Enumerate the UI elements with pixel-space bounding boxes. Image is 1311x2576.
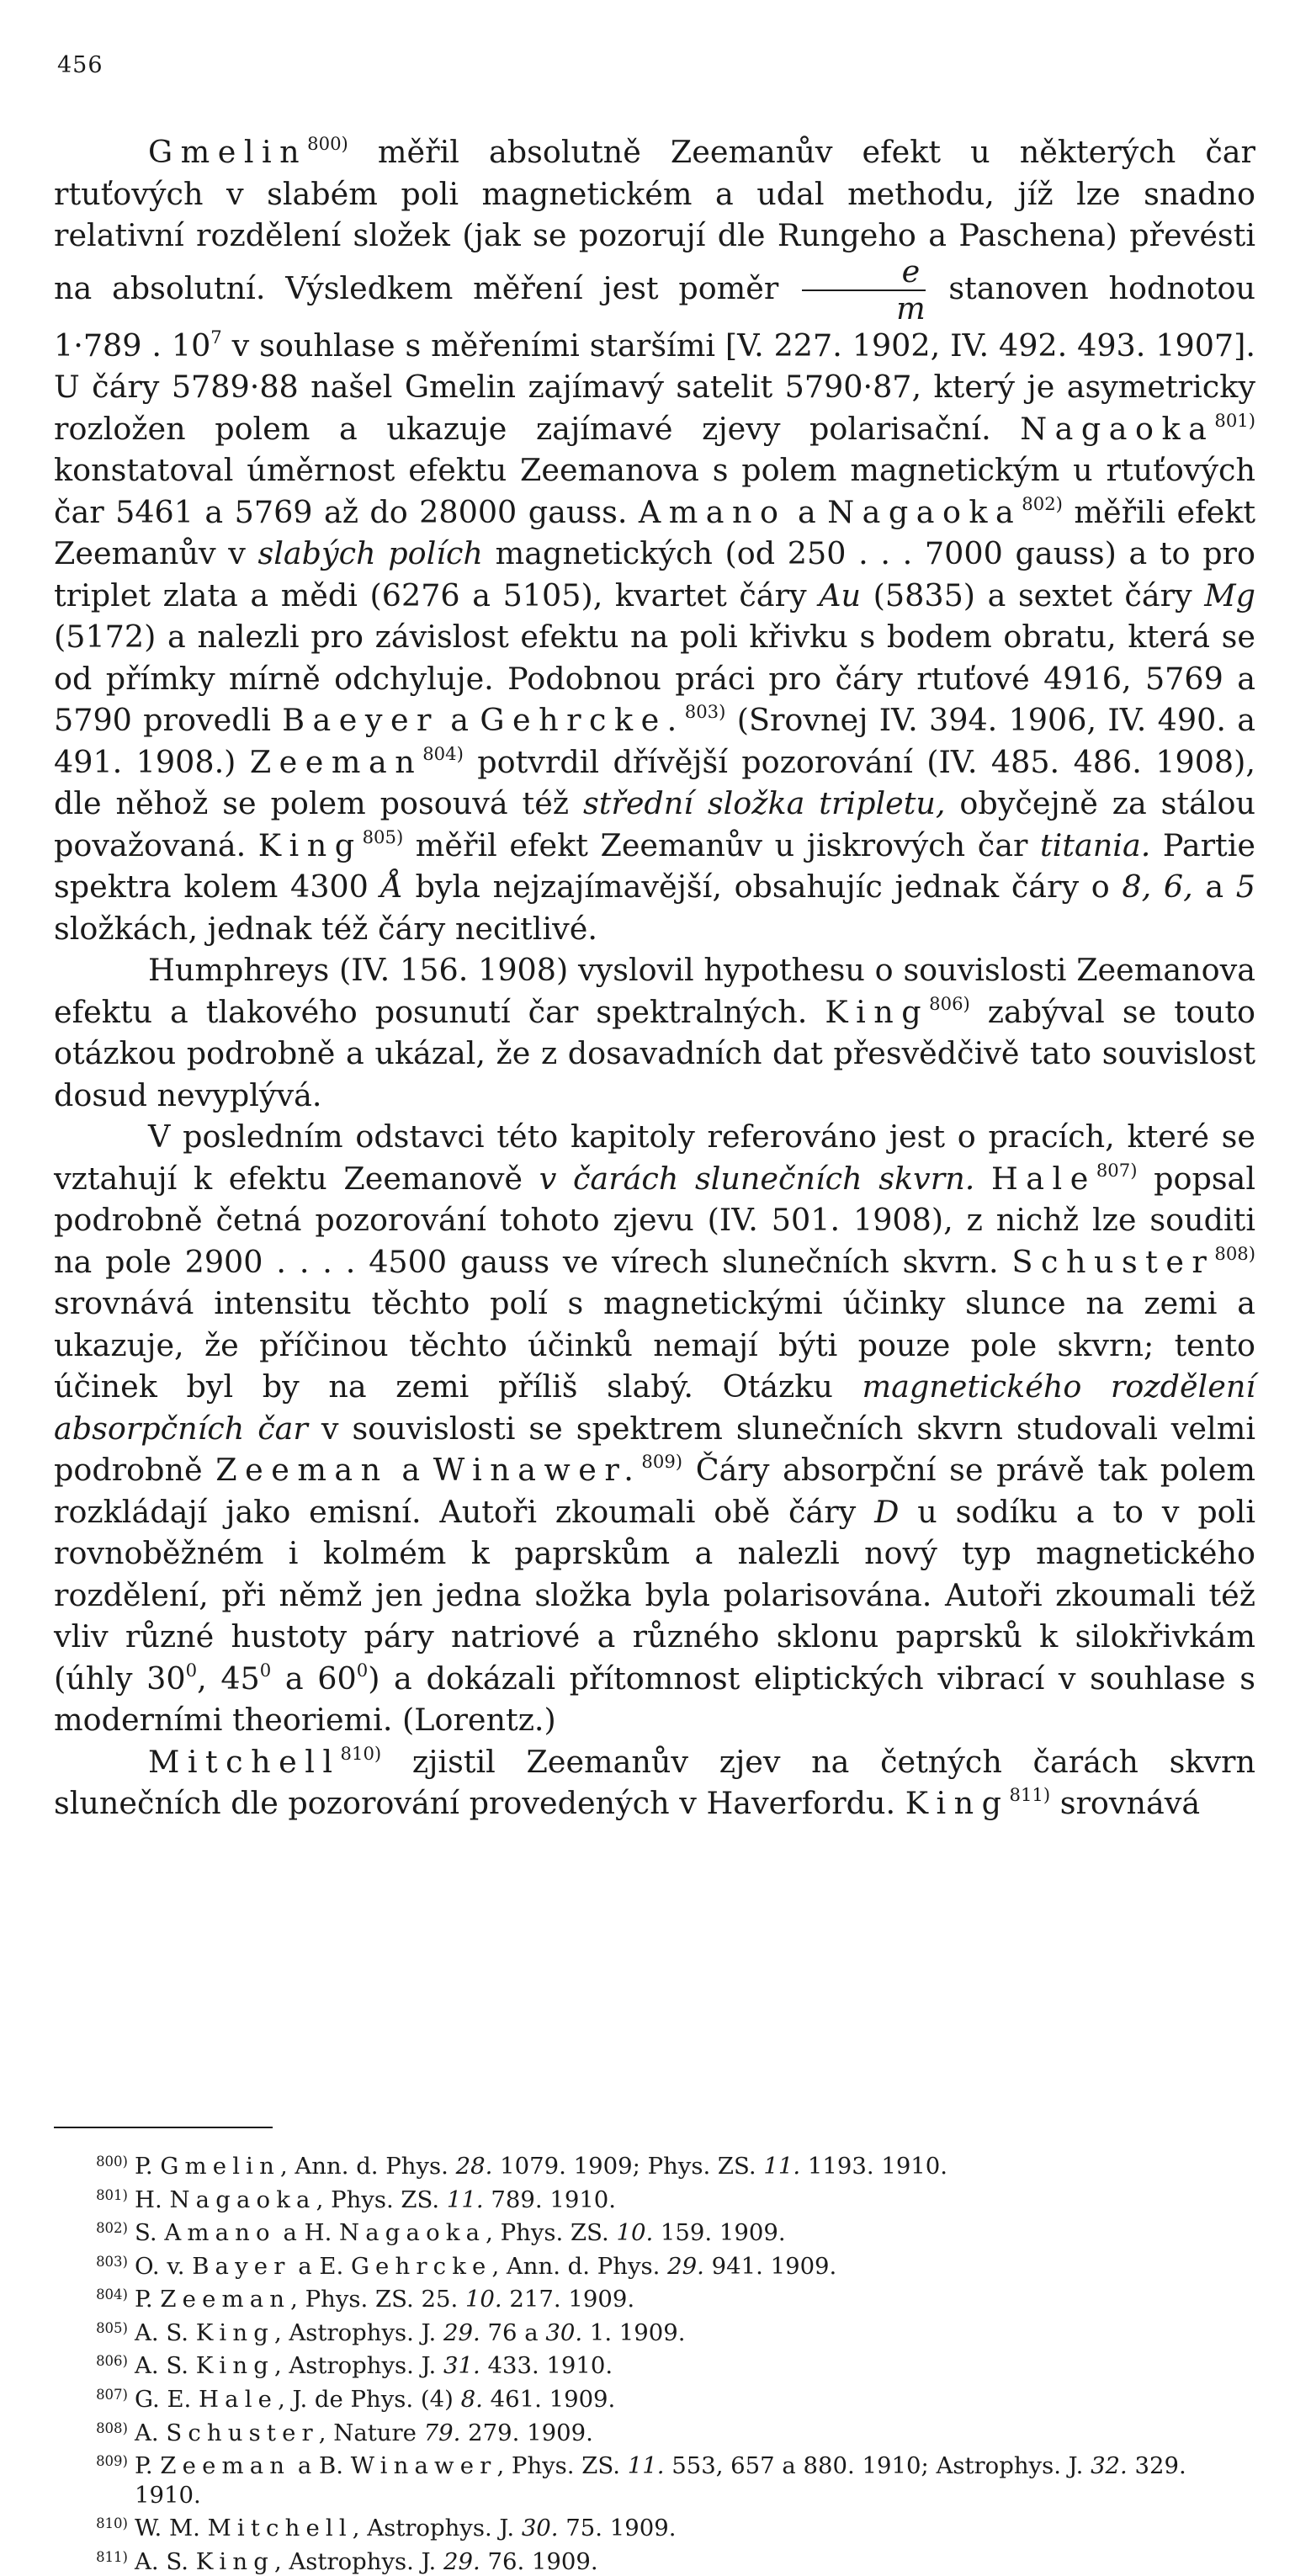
italic-text: 79.: [423, 2419, 461, 2446]
paragraph: [54, 1116, 1255, 1741]
text-run: u sodíku a to v poli rovnoběžném i kolmém k paprskům a nalezli nový typ magnetického rozdělení, při němž jen jedna složka byla polarisována. Autoři zkoumali též vliv různé hustoty páry natriové a různého sklonu paprsků k silokřivkám (úhly 30: [54, 1493, 1256, 1697]
spaced-name: King: [905, 1785, 1010, 1821]
italic-text: 10.: [616, 2219, 654, 2247]
text-run: v souhlase s měřeními staršími [V. 227. 1902, IV. 492. 493. 1907]. U čáry 5789·88 našel Gmelin zajímavý satelit 5790·87, který je asymetricky rozložen polem a ukazuje zajímavé zjevy polarisační.: [54, 327, 1255, 447]
footnote: [54, 2510, 1255, 2543]
spaced-name: Gehrcke.: [480, 702, 685, 738]
text-run: Čáry absorpční se právě tak polem rozkládají jako emisní. Autoři zkoumali obě čáry: [54, 1452, 1256, 1530]
italic-text: 29.: [667, 2252, 704, 2280]
footnote: [54, 2447, 1255, 2510]
spaced-name: King: [195, 2318, 274, 2346]
spaced-name: Amano: [638, 493, 787, 530]
text-run: , Phys. ZS.: [496, 2452, 628, 2480]
text-run: , Astrophys. J.: [352, 2515, 522, 2542]
text-run: , Astrophys. J.: [273, 2547, 443, 2575]
italic-text: 8, 6,: [1122, 868, 1193, 905]
paragraph: [54, 949, 1255, 1116]
footnote: [54, 2414, 1255, 2448]
text-run: byla nejzajímavější, obsahujíc jednak čáry o: [402, 868, 1123, 905]
superscript: 808): [1214, 1242, 1255, 1264]
footnote-number: 805): [96, 2319, 128, 2336]
text-run: G. E.: [135, 2386, 199, 2413]
italic-text: Å: [380, 868, 403, 905]
spaced-name: Amano: [164, 2219, 276, 2247]
spaced-name: Gmelin: [160, 2153, 280, 2180]
text-run: 789. 1910.: [483, 2186, 617, 2213]
footnote-number: 807): [96, 2386, 128, 2403]
text-run: P.: [135, 2153, 161, 2180]
text-run: srovnává: [1050, 1785, 1201, 1821]
text-run: a: [388, 1452, 433, 1488]
text-run: 1079. 1909; Phys. ZS.: [492, 2153, 764, 2180]
text-run: S.: [135, 2219, 165, 2247]
text-run: a H.: [275, 2219, 340, 2247]
text-run: potvrdil dřívější pozorování (IV. 485. 486. 1908), dle něhož se polem posouvá též: [54, 743, 1255, 821]
text-run: měřili efekt Zeemanův v: [54, 493, 1255, 571]
superscript: 802): [1022, 492, 1063, 514]
text-run: popsal podrobně četná pozorování tohoto zjevu (IV. 501. 1908), z nichž lze souditi na pole 2900 . . . . 4500 gauss ve vírech slunečních skvrn.: [54, 1160, 1255, 1280]
spaced-name: Zeeman: [215, 1452, 389, 1488]
italic-text: 30.: [545, 2318, 583, 2346]
footnote: [54, 2181, 1255, 2215]
italic-text: 11.: [763, 2153, 801, 2180]
text-run: 76 a: [480, 2318, 546, 2346]
text-run: 553, 657 a 880. 1910; Astrophys. J.: [664, 2452, 1091, 2480]
text-run: A.: [135, 2419, 167, 2446]
spaced-name: King: [257, 826, 363, 863]
text-run: , Astrophys. J.: [273, 2352, 443, 2380]
italic-text: 28.: [455, 2153, 493, 2180]
text-run: A. S.: [135, 2547, 196, 2575]
superscript: 810): [340, 1742, 382, 1764]
footnote: [54, 2148, 1255, 2181]
text-run: , Phys. ZS.: [316, 2186, 447, 2213]
footnote-divider: [54, 2127, 273, 2128]
footnote: [54, 2248, 1255, 2281]
spaced-name: Winawer.: [433, 1452, 642, 1488]
text-run: , Phys. ZS. 25.: [290, 2286, 465, 2313]
spaced-name: King: [825, 993, 930, 1030]
text-run: obyčejně za stálou považovaná.: [54, 785, 1255, 863]
text-run: 217. 1909.: [502, 2286, 635, 2313]
text-run: zjistil Zeemanův zjev na četných čarách skvrn slunečních dle pozorování provedených v Haverfordu.: [54, 1743, 1255, 1821]
text-run: a: [786, 493, 828, 530]
spaced-name: Zeeman: [160, 2452, 291, 2480]
spaced-name: King: [195, 2352, 274, 2380]
footnote: [54, 2543, 1255, 2576]
footnote: [54, 2214, 1255, 2248]
italic-text: Au: [819, 576, 862, 613]
superscript: 801): [1214, 409, 1255, 431]
text-run: V posledním odstavci této kapitoly referováno jest o pracích, které se vztahují k efektu Zeemanově: [54, 1118, 1255, 1197]
footnote: [54, 2314, 1255, 2348]
italic-text: 32.: [1091, 2452, 1128, 2480]
text-run: 279. 1909.: [460, 2419, 593, 2446]
superscript: 0: [259, 1659, 272, 1681]
footnote-number: 811): [96, 2548, 128, 2565]
text-run: (Srovnej IV. 394. 1906, IV. 490. a 491. 1908.): [54, 702, 1255, 780]
text-run: , Phys. ZS.: [486, 2219, 617, 2247]
footnote-number: 804): [96, 2287, 128, 2303]
text-run: zabýval se touto otázkou podrobně a ukázal, že z dosavadních dat přesvědčivě tato souvislost dosud nevyplývá.: [54, 993, 1255, 1113]
spaced-name: Gehrcke: [350, 2252, 492, 2280]
italic-text: Mg: [1204, 576, 1255, 613]
spaced-name: Nagaoka: [169, 2186, 316, 2213]
text-run: 461. 1909.: [482, 2386, 616, 2413]
text-run: konstatoval úměrnost efektu Zeemanova s polem magnetickým u rtuťových čar 5461 a 5769 až do 28000 gauss.: [54, 452, 1255, 530]
superscript: 804): [422, 742, 464, 764]
text-run: složkách, jednak též čáry necitlivé.: [54, 910, 597, 947]
spaced-name: Zeeman: [160, 2286, 291, 2313]
text-run: v souvislosti se spektrem slunečních skvrn studovali velmi podrobně: [54, 1410, 1255, 1488]
superscript: 800): [307, 132, 348, 154]
text-run: A. S.: [135, 2352, 196, 2380]
italic-text: 31.: [443, 2352, 480, 2380]
text-run: 159. 1909.: [653, 2219, 786, 2247]
spaced-name: Nagaoka: [1020, 410, 1215, 447]
italic-text: 10.: [464, 2286, 502, 2313]
text-run: měřil absolutně Zeemanův efekt u některých čar rtuťových v slabém poli magnetickém a udal methodu, jíž lze snadno relativní rozdělení složek (jak se pozorují dle Rungeho a Paschena) převésti na absolutní. Výsledkem měření jest poměr: [54, 134, 1255, 306]
superscript: 811): [1009, 1783, 1051, 1805]
fraction: [802, 252, 926, 327]
superscript: 0: [356, 1659, 369, 1681]
spaced-name: Bayer: [192, 2252, 291, 2280]
italic-text: 5: [1235, 868, 1256, 905]
footnote-number: 808): [96, 2419, 128, 2436]
italic-text: 11.: [627, 2452, 665, 2480]
spaced-name: Winawer: [350, 2452, 497, 2480]
footnote-number: 810): [96, 2515, 128, 2532]
spaced-name: Hale: [990, 1160, 1096, 1197]
text-run: , Astrophys. J.: [273, 2318, 443, 2346]
footnote: [54, 2381, 1255, 2414]
spaced-name: Mitchell: [148, 1743, 341, 1780]
footnote-number: 800): [96, 2154, 128, 2170]
paragraph: [54, 131, 1255, 949]
spaced-name: Nagaoka: [827, 493, 1022, 530]
text-run: P.: [135, 2452, 161, 2480]
text-run: W. M.: [135, 2515, 208, 2542]
text-run: 941. 1909.: [703, 2252, 837, 2280]
text-run: (5172) a nalezli pro závislost efektu na poli křivku s bodem obratu, která se od přímky mírně odchyluje. Podobnou práci pro čáry rtuťové 4916, 5769 a 5790 provedli: [54, 619, 1255, 738]
italic-text: 29.: [443, 2318, 480, 2346]
text-run: [974, 1161, 991, 1197]
italic-text: slabých polích: [257, 535, 483, 571]
footnote: [54, 2347, 1255, 2381]
footnote-number: 802): [96, 2220, 128, 2237]
superscript: 809): [641, 1450, 683, 1472]
footnote-number: 803): [96, 2253, 128, 2270]
text-run: , Nature: [318, 2419, 424, 2446]
footnote-number: 801): [96, 2186, 128, 2203]
text-run: , J. de Phys. (4): [278, 2386, 461, 2413]
text-run: 433. 1910.: [480, 2352, 613, 2380]
footnote: [54, 2281, 1255, 2314]
spaced-name: Zeeman: [249, 743, 423, 780]
superscript: 805): [362, 826, 404, 847]
spaced-name: Hale: [199, 2386, 279, 2413]
footnote-number: 809): [96, 2453, 128, 2470]
text-run: , Ann. d. Phys.: [491, 2252, 668, 2280]
page-number: 456: [57, 52, 104, 78]
text-run: srovnává intensitu těchto polí s magnetickými účinky slunce na zemi a ukazuje, že příčinou těchto účinků nemají býti pouze pole skvrn; tento účinek byl by na zemi příliš slabý. Otázku: [54, 1285, 1255, 1405]
text-run: a: [1192, 868, 1236, 905]
superscript: 803): [684, 700, 726, 722]
spaced-name: Gmelin: [148, 134, 308, 170]
text-run: (5835) a sextet čáry: [861, 576, 1205, 613]
text-run: 75. 1909.: [558, 2515, 677, 2542]
text-run: O. v.: [135, 2252, 193, 2280]
text-run: 1. 1909.: [582, 2318, 686, 2346]
spaced-name: Nagaoka: [339, 2219, 486, 2247]
superscript: 7: [210, 326, 222, 348]
footnotes: [54, 2148, 1255, 2576]
superscript: 806): [929, 992, 970, 1014]
spaced-name: King: [195, 2547, 274, 2575]
italic-text: 8.: [460, 2386, 483, 2413]
italic-text: 29.: [443, 2547, 480, 2575]
text-run: a: [439, 702, 480, 738]
text-run: stanoven hodnotou 1·789 . 10: [54, 269, 1255, 364]
text-run: , 45: [197, 1660, 260, 1697]
fraction-numerator: e: [802, 257, 926, 292]
text-run: 1193. 1910.: [800, 2153, 948, 2180]
text-run: , Ann. d. Phys.: [279, 2153, 456, 2180]
spaced-name: Baeyer: [282, 702, 439, 738]
italic-text: D: [874, 1493, 900, 1530]
text-run: 76. 1909.: [480, 2547, 598, 2575]
italic-text: 30.: [521, 2515, 559, 2542]
fraction-denominator: m: [896, 290, 926, 327]
superscript: 807): [1096, 1159, 1138, 1181]
text-run: a 60: [271, 1660, 357, 1697]
text-run: H.: [135, 2186, 170, 2213]
spaced-name: Mitchell: [207, 2515, 353, 2542]
spaced-name: Schuster: [166, 2419, 319, 2446]
italic-text: v čarách slunečních skvrn.: [539, 1160, 975, 1197]
text-run: P.: [135, 2286, 161, 2313]
text-run: ) a dokázali přítomnost eliptických vibrací v souhlase s moderními theoriemi. (Lorentz.): [54, 1660, 1255, 1738]
italic-text: 11.: [446, 2186, 484, 2213]
text-run: 329. 1910.: [135, 2452, 1186, 2509]
text-run: A. S.: [135, 2318, 196, 2346]
text-run: Partie spektra kolem 4300: [54, 826, 1256, 905]
text-run: a E.: [290, 2252, 351, 2280]
main-text: [54, 131, 1255, 1824]
text-run: magnetických (od 250 . . . 7000 gauss) a to pro triplet zlata a mědi (6276 a 5105), kvartet čáry: [54, 535, 1255, 613]
text-run: měřil efekt Zeemanův u jiskrových čar: [403, 826, 1041, 863]
footnote-number: 806): [96, 2353, 128, 2370]
text-run: a B.: [290, 2452, 351, 2480]
text-run: Humphreys (IV. 156. 1908) vyslovil hypothesu o souvislosti Zeemanova efektu a tlakového posunutí čar spektralných.: [54, 952, 1255, 1030]
italic-text: střední složka tripletu,: [582, 785, 946, 821]
spaced-name: Schuster: [1011, 1243, 1215, 1280]
italic-text: titania.: [1040, 826, 1151, 863]
paragraph: [54, 1741, 1255, 1824]
italic-text: magnetického rozdělení absorpčních čar: [54, 1368, 1256, 1447]
superscript: 0: [185, 1659, 198, 1681]
